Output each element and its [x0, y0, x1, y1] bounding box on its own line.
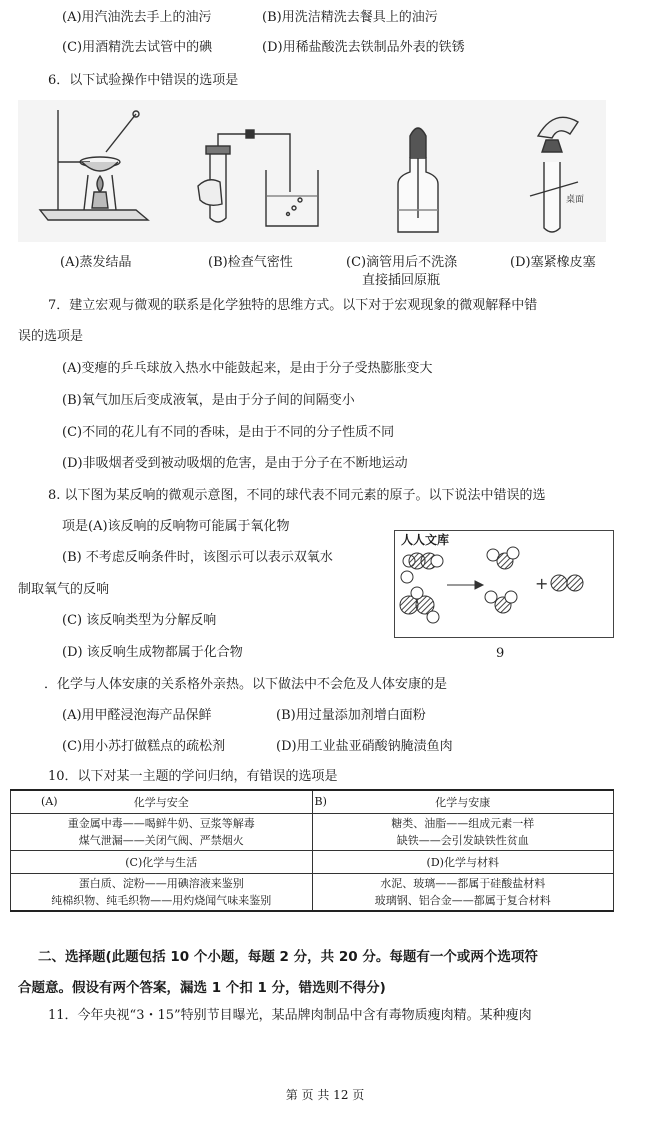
q8-option-d: (D) 该反响生成物都属于化合物	[62, 645, 243, 660]
q6-caption-c-line1: (C)滴管用后不洗涤	[346, 255, 458, 270]
q11-stem: 11．今年央视“3・15”特别节目曝光，某品牌肉制品中含有毒物质瘦肉精。某种瘦肉	[48, 1008, 532, 1023]
cell-a-content	[11, 814, 313, 851]
q5-option-c: (C)用酒精洗去试管中的碘	[62, 40, 213, 55]
lab-apparatus-illustration	[18, 100, 606, 242]
cell-a-header	[11, 790, 313, 814]
q10-stem: 10．以下对某一主题的学问归纳，有错误的选项是	[48, 769, 338, 784]
q6-caption-b: (B)检查气密性	[208, 255, 293, 270]
q8-option-a: 项是(A)该反响的反响物可能属于氧化物	[62, 519, 290, 534]
cell-c-line2: 纯棉织物、纯毛织物——用灼烧闻气味来鉴别	[51, 894, 272, 907]
cell-b-header	[312, 790, 614, 814]
plus-sign: +	[535, 574, 549, 593]
cell-d-header: (D)化学与材料	[312, 851, 614, 874]
q7-stem-line2: 误的选项是	[18, 329, 84, 344]
cell-d-line2: 玻璃钢、铝合金——都属于复合材料	[374, 894, 551, 907]
cell-d-content	[312, 874, 614, 912]
q6-stem: 6．以下试验操作中错误的选项是	[48, 73, 239, 88]
q8-stem: 8. 以下图为某反响的微观示意图，不同的球代表不同元素的原子。以下说法中错误的选	[48, 488, 546, 503]
watermark-text: 人人文库	[401, 533, 450, 547]
q7-option-d: (D)非吸烟者受到被动吸烟的危害，是由于分子在不断地运动	[62, 456, 408, 471]
q9-option-b: (B)用过量添加剂增白面粉	[276, 708, 426, 723]
cell-a-title: 化学与安全	[133, 795, 189, 809]
section2-heading-line1: 二、选择题(此题包括 10 个小题，每题 2 分，共 20 分。每题有一个或两个选项符	[38, 949, 538, 965]
cell-b-tag: B)	[314, 795, 327, 808]
q5-option-a: (A)用汽油洗去手上的油污	[62, 10, 212, 25]
cell-a-line1: 重金属中毒——喝鲜牛奶、豆浆等解毒	[67, 817, 255, 830]
q6-caption-d: (D)塞紧橡皮塞	[510, 255, 596, 270]
cell-d-line1: 水泥、玻璃——都属于硅酸盐材料	[380, 877, 546, 890]
tabletop-label: 桌面	[566, 195, 585, 205]
cell-c-content	[11, 874, 313, 912]
cell-a-line2: 煤气泄漏——关闭气阀、严禁烟火	[78, 834, 244, 847]
cell-b-line1: 糖类、油脂——组成元素一样	[391, 817, 535, 830]
q10-topic-table	[10, 789, 614, 912]
q8-option-b-line1: (B) 不考虑反响条件时，该图示可以表示双氧水	[62, 550, 333, 565]
q6-caption-c-line2: 直接插回原瓶	[362, 273, 441, 288]
reaction-micro-diagram	[394, 530, 614, 638]
q8-option-c: (C) 该反响类型为分解反响	[62, 613, 217, 628]
cell-c-line1: 蛋白质、淀粉——用碘溶液来鉴别	[78, 877, 244, 890]
q9-option-c: (C)用小苏打做糕点的疏松剂	[62, 739, 226, 754]
q5-option-b: (B)用洗洁精洗去餐具上的油污	[262, 10, 438, 25]
section2-heading-line2: 合题意。假设有两个答案，漏选 1 个扣 1 分，错选则不得分)	[18, 980, 386, 996]
q9-option-d: (D)用工业盐亚硝酸钠腌渍鱼肉	[276, 739, 453, 754]
cell-a-tag: (A)	[41, 795, 58, 808]
next-question-number: 9	[496, 646, 505, 661]
q9-stem: ．化学与人体安康的关系格外亲热。以下做法中不会危及人体安康的是	[44, 677, 448, 692]
q6-apparatus-figure	[18, 100, 606, 242]
q7-stem-line1: 7．建立宏观与微观的联系是化学独特的思维方式。以下对于宏观现象的微观解释中错	[48, 298, 538, 313]
q5-option-d: (D)用稀盐酸洗去铁制品外表的铁锈	[262, 40, 465, 55]
q8-option-b-line2: 制取氧气的反响	[18, 582, 110, 597]
q7-option-c: (C)不同的花儿有不同的香味，是由于不同的分子性质不同	[62, 425, 395, 440]
cell-b-line2: 缺铁——会引发缺铁性贫血	[396, 834, 529, 847]
q9-option-a: (A)用甲醛浸泡海产品保鲜	[62, 708, 212, 723]
cell-b-title: 化学与安康	[435, 795, 491, 809]
q6-caption-a: (A)蒸发结晶	[60, 255, 132, 270]
q7-option-a: (A)变瘪的乒乓球放入热水中能鼓起来，是由于分子受热膨胀变大	[62, 361, 433, 376]
page-footer: 第 页 共 12 页	[285, 1088, 365, 1102]
cell-b-content	[312, 814, 614, 851]
q7-option-b: (B)氧气加压后变成液氧，是由于分子间的间隔变小	[62, 393, 355, 408]
cell-c-header: (C)化学与生活	[11, 851, 313, 874]
